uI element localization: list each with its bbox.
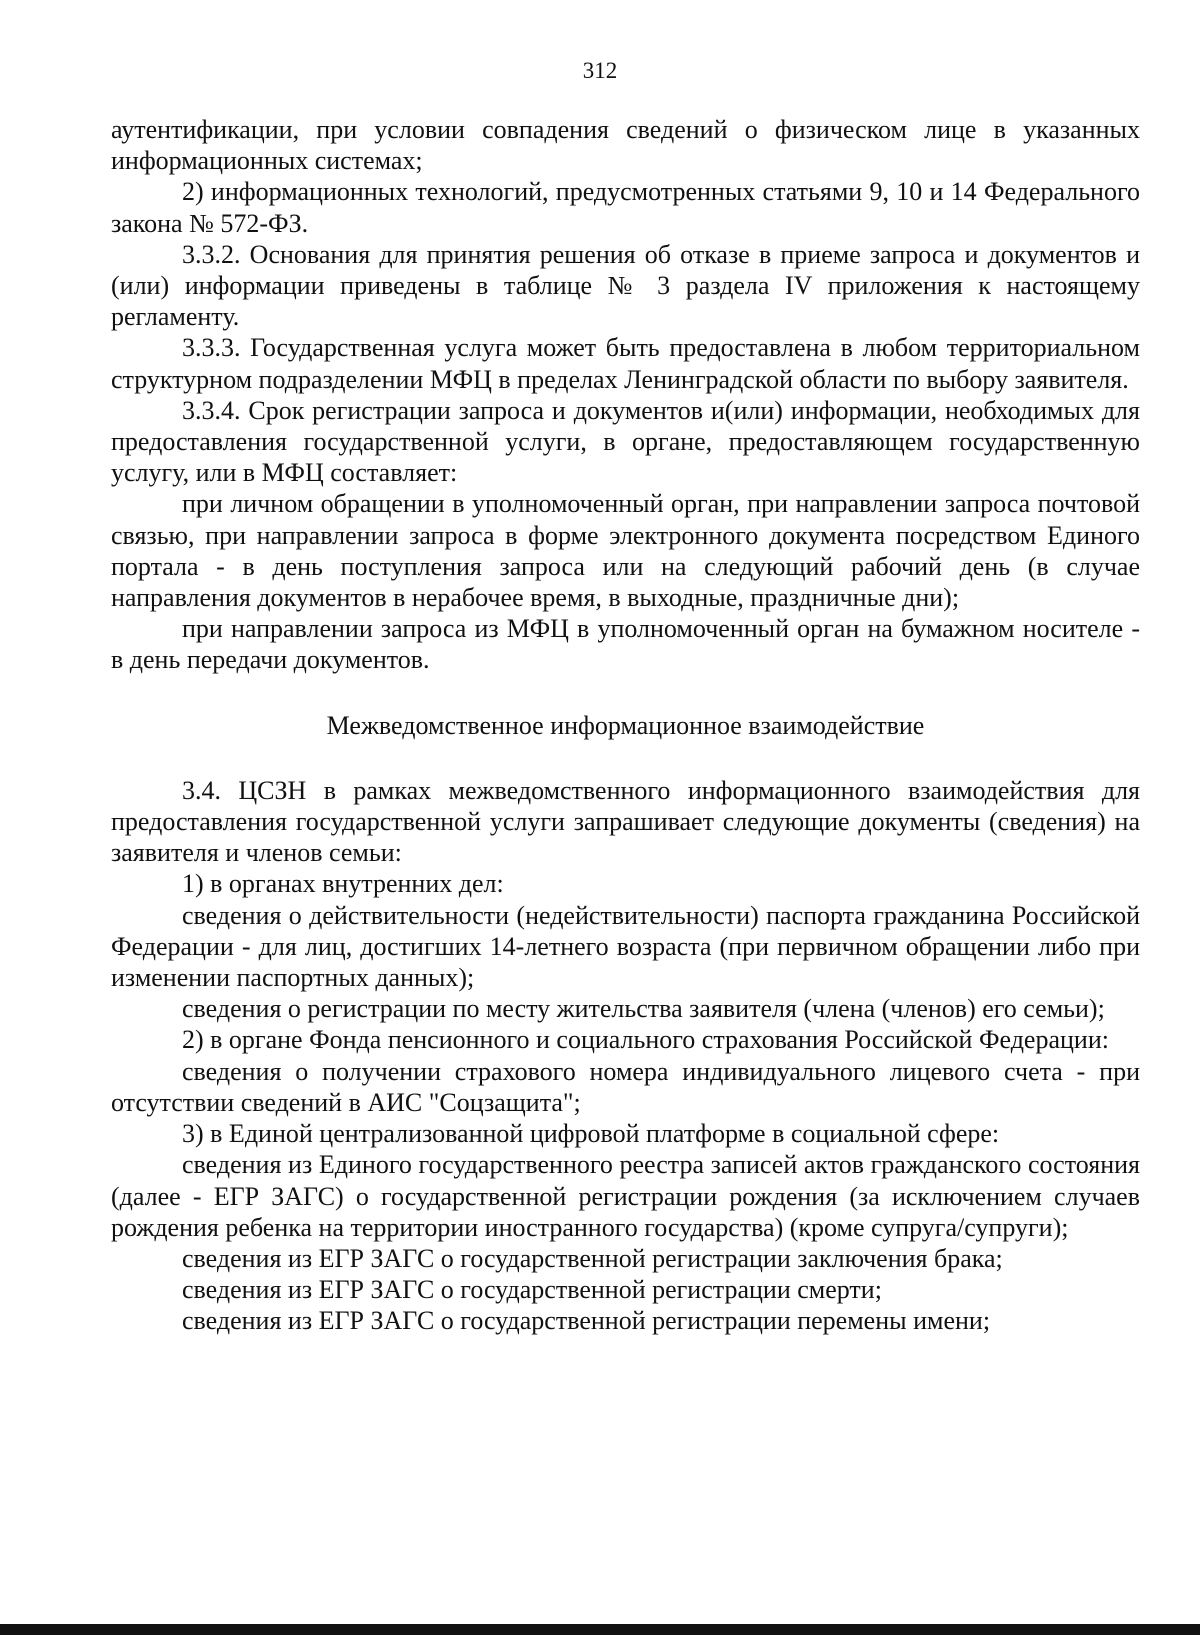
paragraph: сведения из ЕГР ЗАГС о государственной регистрации смерти; <box>182 1275 882 1305</box>
paragraph: сведения о регистрации по месту жительства заявителя (члена (членов) его семьи); <box>182 994 1105 1024</box>
paragraph: сведения о действительности (недействительности) паспорта гражданина Российской Федерации - для лиц, достигших 14-летнего возраста (при первичном обращении либо при изменении паспортных данных); <box>111 900 1140 993</box>
paragraph: аутентификации, при условии совпадения сведений о физическом лице в указанных информационных системах; <box>111 115 1140 176</box>
paragraph: 3.4. ЦСЗН в рамках межведомственного информационного взаимодействия для предоставления государственной услуги запрашивает следующие документы (сведения) на заявителя и членов семьи: <box>111 775 1140 868</box>
paragraph: сведения из ЕГР ЗАГС о государственной регистрации перемены имени; <box>182 1306 991 1336</box>
document-body <box>111 114 1140 1337</box>
paragraph: сведения из Единого государственного реестра записей актов гражданского состояния (далее - ЕГР ЗАГС) о государственной регистрации рождения (за исключением случаев рождения ребенка на территории иностранного государства) (кроме супруга/супруги); <box>111 1150 1140 1242</box>
paragraph: сведения из ЕГР ЗАГС о государственной регистрации заключения брака; <box>182 1243 1003 1273</box>
paragraph: 3.3.4. Срок регистрации запроса и документов и(или) информации, необходимых для предоставления государственной услуги, в органе, предоставляющем государственную услугу, или в МФЦ составляет: <box>111 395 1140 488</box>
scan-bottom-edge <box>0 1624 1200 1635</box>
paragraph: при направлении запроса из МФЦ в уполномоченный орган на бумажном носителе - в день передачи документов. <box>111 614 1140 675</box>
section-heading: Межведомственное информационное взаимодействие <box>326 710 925 740</box>
paragraph: 3.3.2. Основания для принятия решения об отказе в приеме запроса и документов и (или) информации приведены в таблице № 3 раздела IV приложения к настоящему регламенту. <box>111 239 1140 332</box>
page-number: 312 <box>582 58 618 83</box>
paragraph: 3) в Единой централизованной цифровой платформе в социальной сфере: <box>182 1119 1000 1149</box>
paragraph: 2) в органе Фонда пенсионного и социального страхования Российской Федерации: <box>182 1025 1109 1055</box>
paragraph: сведения о получении страхового номера индивидуального лицевого счета - при отсутствии сведений в АИС "Соцзащита"; <box>111 1056 1140 1117</box>
paragraph: 1) в органах внутренних дел: <box>182 869 504 899</box>
paragraph: при личном обращении в уполномоченный орган, при направлении запроса почтовой связью, при направлении запроса в форме электронного документа посредством Единого портала - в день поступления запроса или на следующий рабочий день (в случае направления документов в нерабочее время, в выходные, праздничные дни); <box>111 489 1140 613</box>
paragraph: 2) информационных технологий, предусмотренных статьями 9, 10 и 14 Федерального закона № 572-ФЗ. <box>111 177 1140 238</box>
paragraph: 3.3.3. Государственная услуга может быть предоставлена в любом территориальном структурном подразделении МФЦ в пределах Ленинградской области по выбору заявителя. <box>111 333 1140 394</box>
